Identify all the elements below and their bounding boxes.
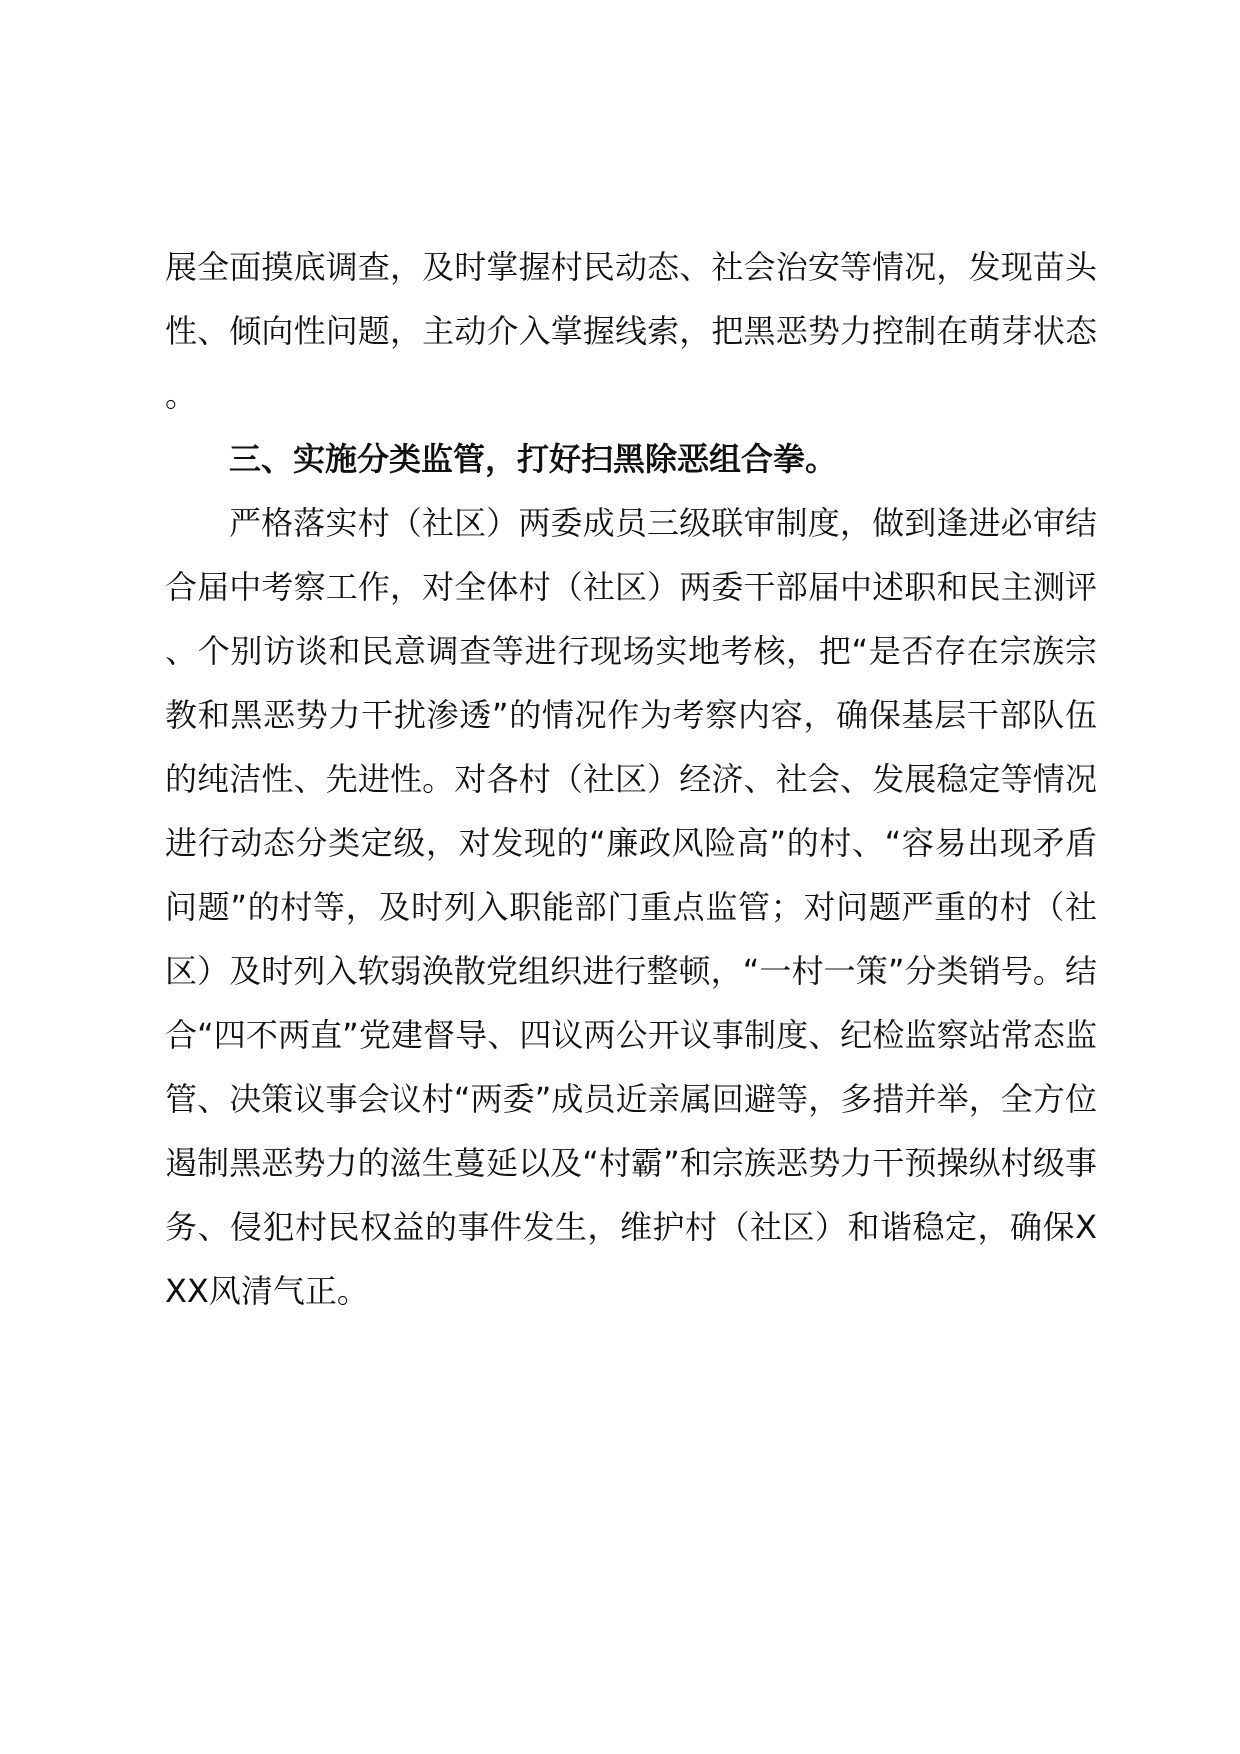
paragraph-continuation: 展全面摸底调查，及时掌握村民动态、社会治安等情况，发现苗头性、倾向性问题，主动介入掌握线索，把黑恶势力控制在萌芽状态。 [165, 248, 1097, 414]
paragraph-body: 严格落实村（社区）两委成员三级联审制度，做到逢进必审结合届中考察工作，对全体村（社区）两委干部届中述职和民主测评、个别访谈和民意调查等进行现场实地考核，把“是否存在宗族宗教和黑恶势力干扰渗透”的情况作为考察内容，确保基层干部队伍的纯洁性、先进性。对各村（社区）经济、社会、发展稳定等情况进行动态分类定级，对发现的“廉政风险高”的村、“容易出现矛盾问题”的村等，及时列入职能部门重点监管；对问题严重的村（社区）及时列入软弱涣散党组织进行整顿，“一村一策”分类销号。结合“四不两直”党建督导、四议两公开议事制度、纪检监察站常态监管、决策议事会议村“两委”成员近亲属回避等，多措并举，全方位遏制黑恶势力的滋生蔓延以及“村霸”和宗族恶势力干预操纵村级事务、侵犯村民权益的事件发生，维护村（社区）和谐稳定，确保XXX风清气正。 [165, 504, 1097, 1310]
document-body [165, 235, 1097, 1323]
section-heading: 三、实施分类监管，打好扫黑除恶组合拳。 [229, 440, 838, 478]
